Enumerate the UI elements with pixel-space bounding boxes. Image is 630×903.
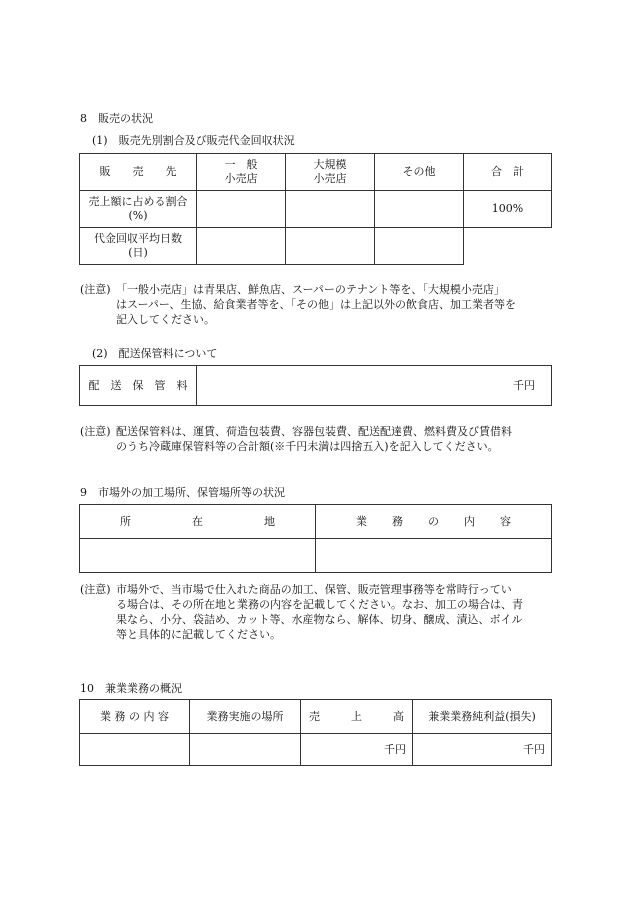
delivery-storage-table — [79, 365, 552, 406]
header-general-retailer: 一 般 小売店 — [197, 154, 286, 191]
cell-other-days[interactable] — [375, 228, 464, 265]
cell-side-business-content[interactable] — [80, 734, 190, 766]
section-8-1-heading: (1) 販売先別割合及び販売代金回収状況 — [92, 134, 295, 147]
cell-other-ratio[interactable] — [375, 191, 464, 228]
header-sales-destination: 販 売 先 — [80, 154, 197, 191]
side-business-table — [79, 699, 552, 766]
cell-general-ratio[interactable] — [197, 191, 286, 228]
header-sales: 売 上 高 — [301, 700, 413, 734]
header-business-content: 業 務 の 内 容 — [80, 700, 190, 734]
cell-location[interactable] — [80, 539, 316, 573]
delivery-storage-amount[interactable]: 千円 — [197, 366, 552, 406]
sales-ratio-table — [79, 153, 552, 265]
cell-large-ratio[interactable] — [286, 191, 375, 228]
section-8-2-heading: (2) 配送保管料について — [92, 347, 218, 360]
cell-side-business-place[interactable] — [190, 734, 301, 766]
cell-side-business-sales[interactable]: 千円 — [301, 734, 413, 766]
note-8-2: (注意) 配送保管料は、運賃、荷造包装費、容器包装費、配送配達費、燃料費及び賃借料 のうち冷蔵庫保管料等の合計額(※千円未満は四捨五入)を記入してください。 — [80, 425, 512, 453]
section-9-heading: 9 市場外の加工場所、保管場所等の状況 — [80, 486, 285, 499]
header-business-content: 業 務 の 内 容 — [316, 505, 552, 539]
section-8-heading: 8 販売の状況 — [80, 112, 153, 125]
cell-side-business-profit[interactable]: 千円 — [413, 734, 552, 766]
note-8-1: (注意) 「一般小売店」は青果店、鮮魚店、スーパーのテナント等を、「大規模小売店」 はスーパー、生協、給食業者等を、「その他」は上記以外の飲食店、加工業者等を 記入してください。 — [80, 283, 516, 326]
header-location: 所 在 地 — [80, 505, 316, 539]
cell-business-content[interactable] — [316, 539, 552, 573]
header-other: その他 — [375, 154, 464, 191]
section-10-heading: 10 兼業業務の概況 — [80, 682, 182, 695]
cell-general-days[interactable] — [197, 228, 286, 265]
header-business-place: 業務実施の場所 — [190, 700, 301, 734]
cell-large-days[interactable] — [286, 228, 375, 265]
header-large-retailer: 大規模 小売店 — [286, 154, 375, 191]
note-9: (注意) 市場外で、当市場で仕入れた商品の加工、保管、販売管理事務等を常時行ってい る場合は、その所在地と業務の内容を記載してください。なお、加工の場合は、青 果なら、小分、袋詰め、カット等、水産物なら、解体、切身、醸成、漬込、ボイル 等と具体的に記載してください。 — [80, 583, 523, 641]
offsite-table — [79, 504, 552, 573]
cell-total-ratio: 100% — [464, 191, 552, 228]
delivery-storage-label: 配 送 保 管 料 — [80, 366, 197, 406]
header-net-profit: 兼業業務純利益(損失) — [413, 700, 552, 734]
row-sales-ratio-label: 売上額に占める割合 (%) — [80, 191, 197, 228]
header-total: 合 計 — [464, 154, 552, 191]
row-collection-days-label: 代金回収平均日数 (日) — [80, 228, 197, 265]
